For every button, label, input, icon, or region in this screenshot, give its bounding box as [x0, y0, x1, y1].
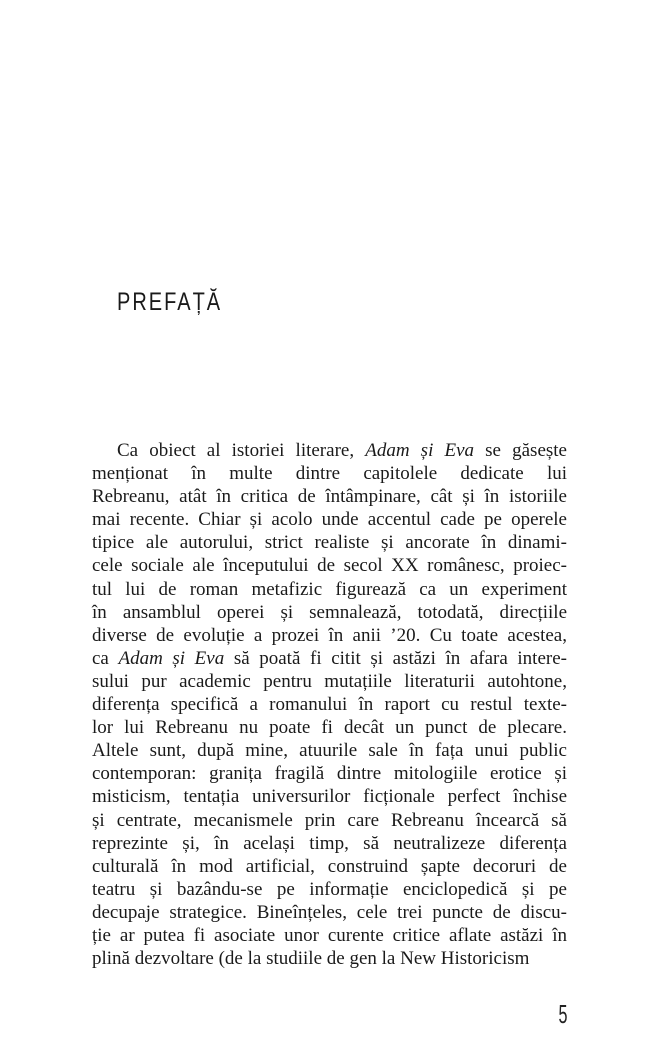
text-run: sului pur academic pentru mutațiile literaturii autohtone,	[92, 670, 567, 692]
text-run: și centrate, mecanismele prin care Rebreanu încearcă să	[92, 809, 567, 831]
paragraph-line	[92, 601, 567, 624]
text-run: reprezinte și, în același timp, să neutralizeze diferența	[92, 832, 567, 854]
paragraph-line	[92, 924, 567, 947]
paragraph-line	[92, 947, 567, 970]
paragraph-line	[92, 809, 567, 832]
text-run: diferența specifică a romanului în raport cu restul texte-	[92, 694, 567, 716]
text-run: Altele sunt, după mine, atuurile sale în fața unui public	[92, 740, 567, 762]
italic-text-run: Adam și Eva	[118, 647, 225, 669]
paragraph-line	[92, 554, 567, 577]
text-run: plină dezvoltare (de la studiile de gen la New Historicism	[92, 948, 530, 970]
paragraph-line	[92, 901, 567, 924]
paragraph-line	[92, 785, 567, 808]
paragraph-line	[92, 462, 567, 485]
text-run: contemporan: granița fragilă dintre mitologiile erotice și	[92, 763, 567, 785]
text-run: cele sociale ale începutului de secol XX românesc, proiec-	[92, 555, 567, 577]
paragraph-line	[92, 878, 567, 901]
text-run: să poată fi citit și astăzi în afara intere-	[224, 647, 567, 669]
paragraph-line	[92, 855, 567, 878]
paragraph-line	[92, 716, 567, 739]
text-run: menționat în multe dintre capitolele dedicate lui	[92, 463, 567, 485]
paragraph-line	[92, 624, 567, 647]
paragraph-line	[92, 693, 567, 716]
preface-paragraph	[92, 439, 567, 970]
text-run: tipice ale autorului, strict realiste și ancorate în dinami-	[92, 532, 567, 554]
text-run: culturală în mod artificial, construind șapte decoruri de	[92, 855, 567, 877]
paragraph-line	[92, 762, 567, 785]
text-run: ție ar putea fi asociate unor curente critice aflate astăzi în	[92, 924, 567, 946]
text-run: mai recente. Chiar și acolo unde accentul cade pe operele	[92, 509, 567, 531]
text-run: tul lui de roman metafizic figurează ca un experiment	[92, 578, 567, 600]
paragraph-line	[92, 739, 567, 762]
paragraph-line	[92, 578, 567, 601]
text-run: Ca obiect al istoriei literare,	[117, 440, 366, 461]
paragraph-line	[92, 531, 567, 554]
paragraph-line	[92, 439, 567, 462]
text-run: Rebreanu, atât în critica de întâmpinare, cât și în istoriile	[92, 486, 567, 508]
text-run: se găsește	[474, 440, 567, 461]
chapter-title: PREFAȚĂ	[117, 288, 223, 316]
text-run: decupaje strategice. Bineînțeles, cele trei puncte de discu-	[92, 901, 567, 923]
text-run: misticism, tentația universurilor ficționale perfect închise	[92, 786, 567, 808]
italic-text-run: Adam și Eva	[365, 440, 475, 461]
text-run: în ansamblul operei și semnalează, totodată, direcțiile	[92, 601, 567, 623]
page-number: 5	[558, 999, 567, 1029]
text-run: diverse de evoluție a prozei în anii ’20. Cu toate acestea,	[92, 624, 567, 646]
paragraph-line	[92, 670, 567, 693]
paragraph-line	[92, 647, 567, 670]
text-run: ca	[92, 647, 119, 669]
paragraph-line	[92, 508, 567, 531]
paragraph-line	[92, 832, 567, 855]
paragraph-line	[92, 485, 567, 508]
text-run: lor lui Rebreanu nu poate fi decât un punct de plecare.	[92, 717, 567, 739]
text-run: teatru și bazându-se pe informație enciclopedică și pe	[92, 878, 567, 900]
